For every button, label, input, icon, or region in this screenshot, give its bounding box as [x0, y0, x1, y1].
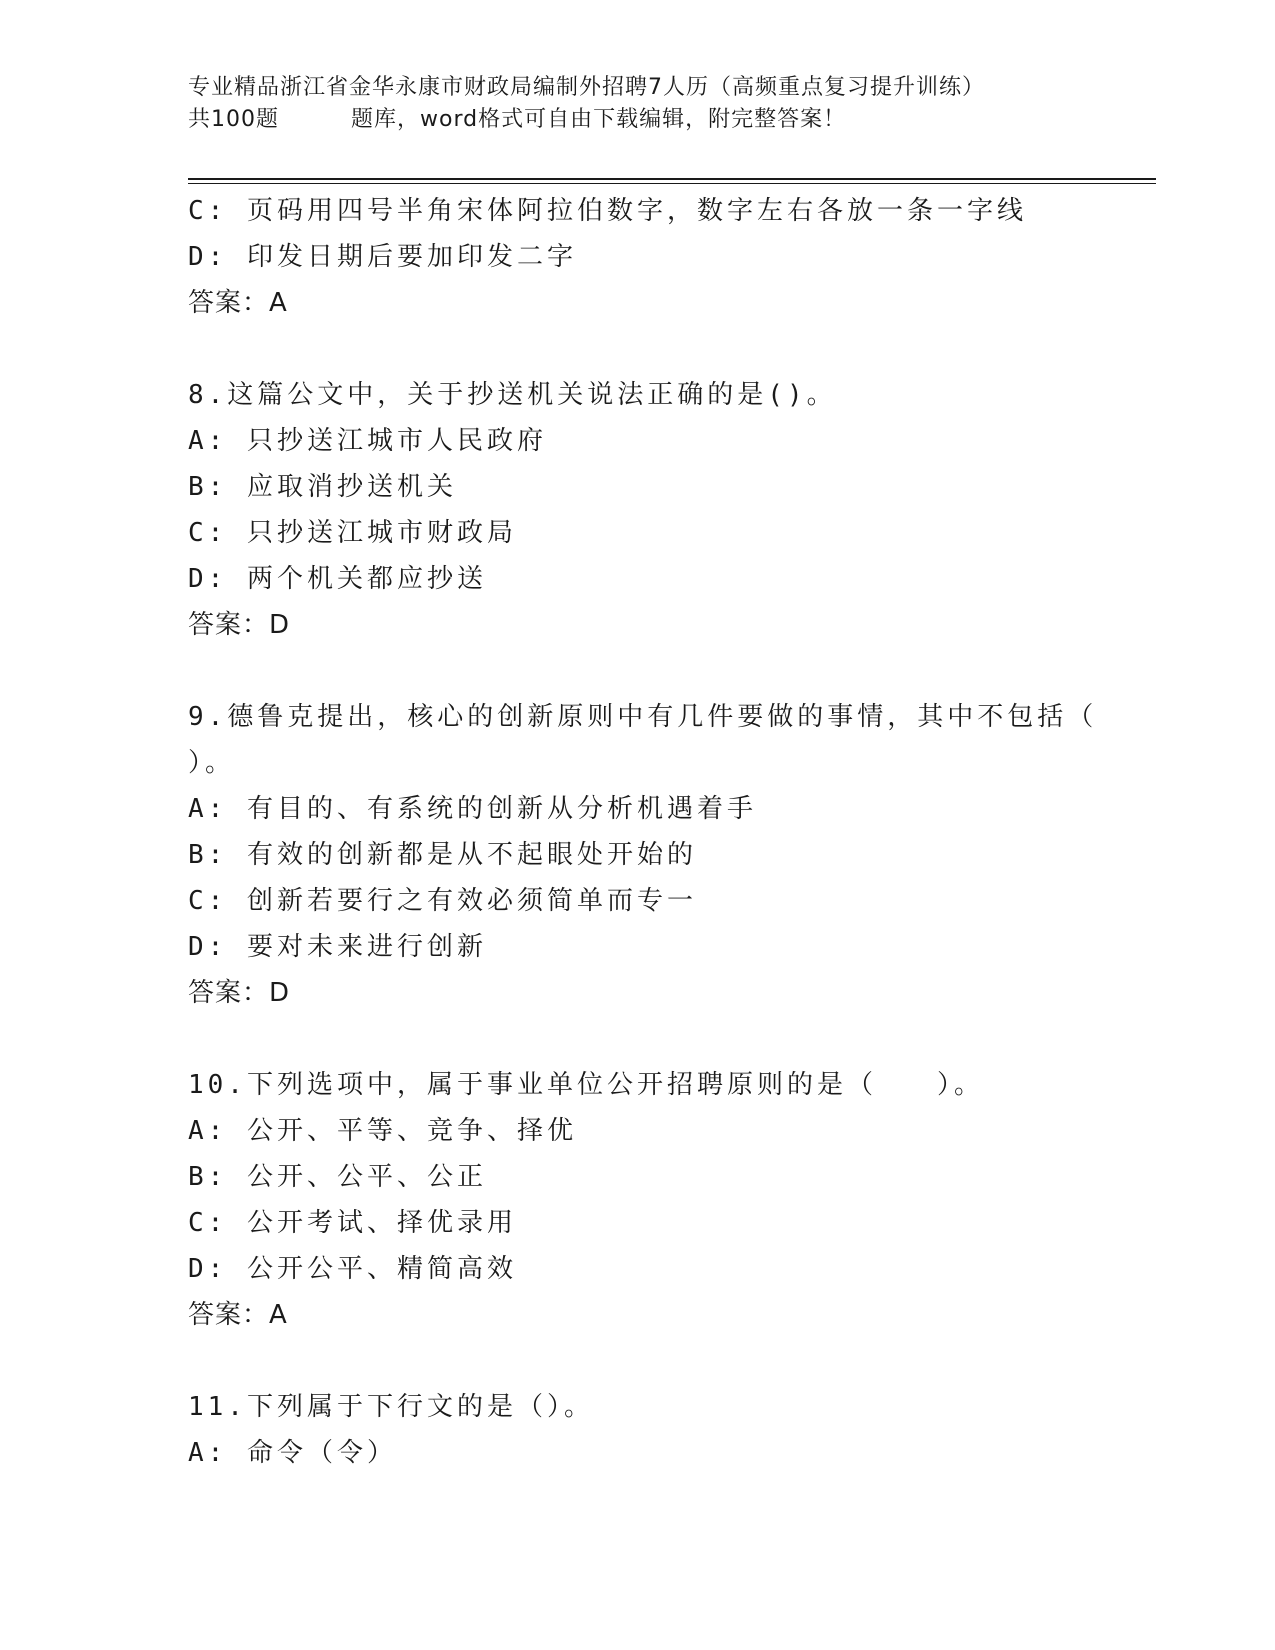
option-c: C: 只抄送江城市财政局	[188, 518, 517, 548]
header-description: 题库，word格式可自由下载编辑，附完整答案！	[351, 107, 847, 132]
option-b: B: 应取消抄送机关	[188, 472, 457, 502]
option-d: D: 两个机关都应抄送	[188, 564, 487, 594]
option-a: A: 有目的、有系统的创新从分析机遇着手	[188, 794, 757, 824]
question-9	[188, 694, 1098, 1016]
question-text: 11.下列属于下行文的是（）。	[188, 1392, 594, 1422]
answer-line: 答案：A	[188, 1300, 288, 1330]
answer-line: 答案：D	[188, 978, 291, 1008]
option-b: B: 公开、公平、公正	[188, 1162, 487, 1192]
option-a: A: 公开、平等、竞争、择优	[188, 1116, 577, 1146]
answer-line: 答案：A	[188, 288, 288, 318]
document-header	[188, 72, 1088, 136]
question-list	[188, 188, 1098, 1476]
question-11	[188, 1384, 1088, 1476]
question-7-continued	[188, 188, 1088, 326]
option-c: C: 公开考试、择优录用	[188, 1208, 517, 1238]
question-text: 10.下列选项中，属于事业单位公开招聘原则的是（ ）。	[188, 1070, 984, 1100]
option-a: A: 只抄送江城市人民政府	[188, 426, 547, 456]
question-8	[188, 372, 1088, 648]
option-c: C: 页码用四号半角宋体阿拉伯数字，数字左右各放一条一字线	[188, 196, 1027, 226]
option-d: D: 要对未来进行创新	[188, 932, 487, 962]
header-title-line2	[188, 104, 1088, 136]
option-a: A: 命令（令）	[188, 1438, 397, 1468]
option-c: C: 创新若要行之有效必须简单而专一	[188, 886, 697, 916]
option-d: D: 公开公平、精简高效	[188, 1254, 517, 1284]
question-text: 8.这篇公文中，关于抄送机关说法正确的是()。	[188, 380, 837, 410]
header-title-line1: 专业精品浙江省金华永康市财政局编制外招聘7人历（高频重点复习提升训练）	[188, 75, 985, 100]
question-10	[188, 1062, 1088, 1338]
header-question-count: 共100题	[188, 107, 279, 132]
header-divider-thin	[188, 183, 1156, 184]
option-d: D: 印发日期后要加印发二字	[188, 242, 577, 272]
question-text-line2: ）。	[188, 748, 236, 778]
header-divider-thick	[188, 178, 1156, 180]
question-text-line1: 9.德鲁克提出，核心的创新原则中有几件要做的事情，其中不包括（	[188, 702, 1098, 732]
option-b: B: 有效的创新都是从不起眼处开始的	[188, 840, 697, 870]
answer-line: 答案：D	[188, 610, 291, 640]
